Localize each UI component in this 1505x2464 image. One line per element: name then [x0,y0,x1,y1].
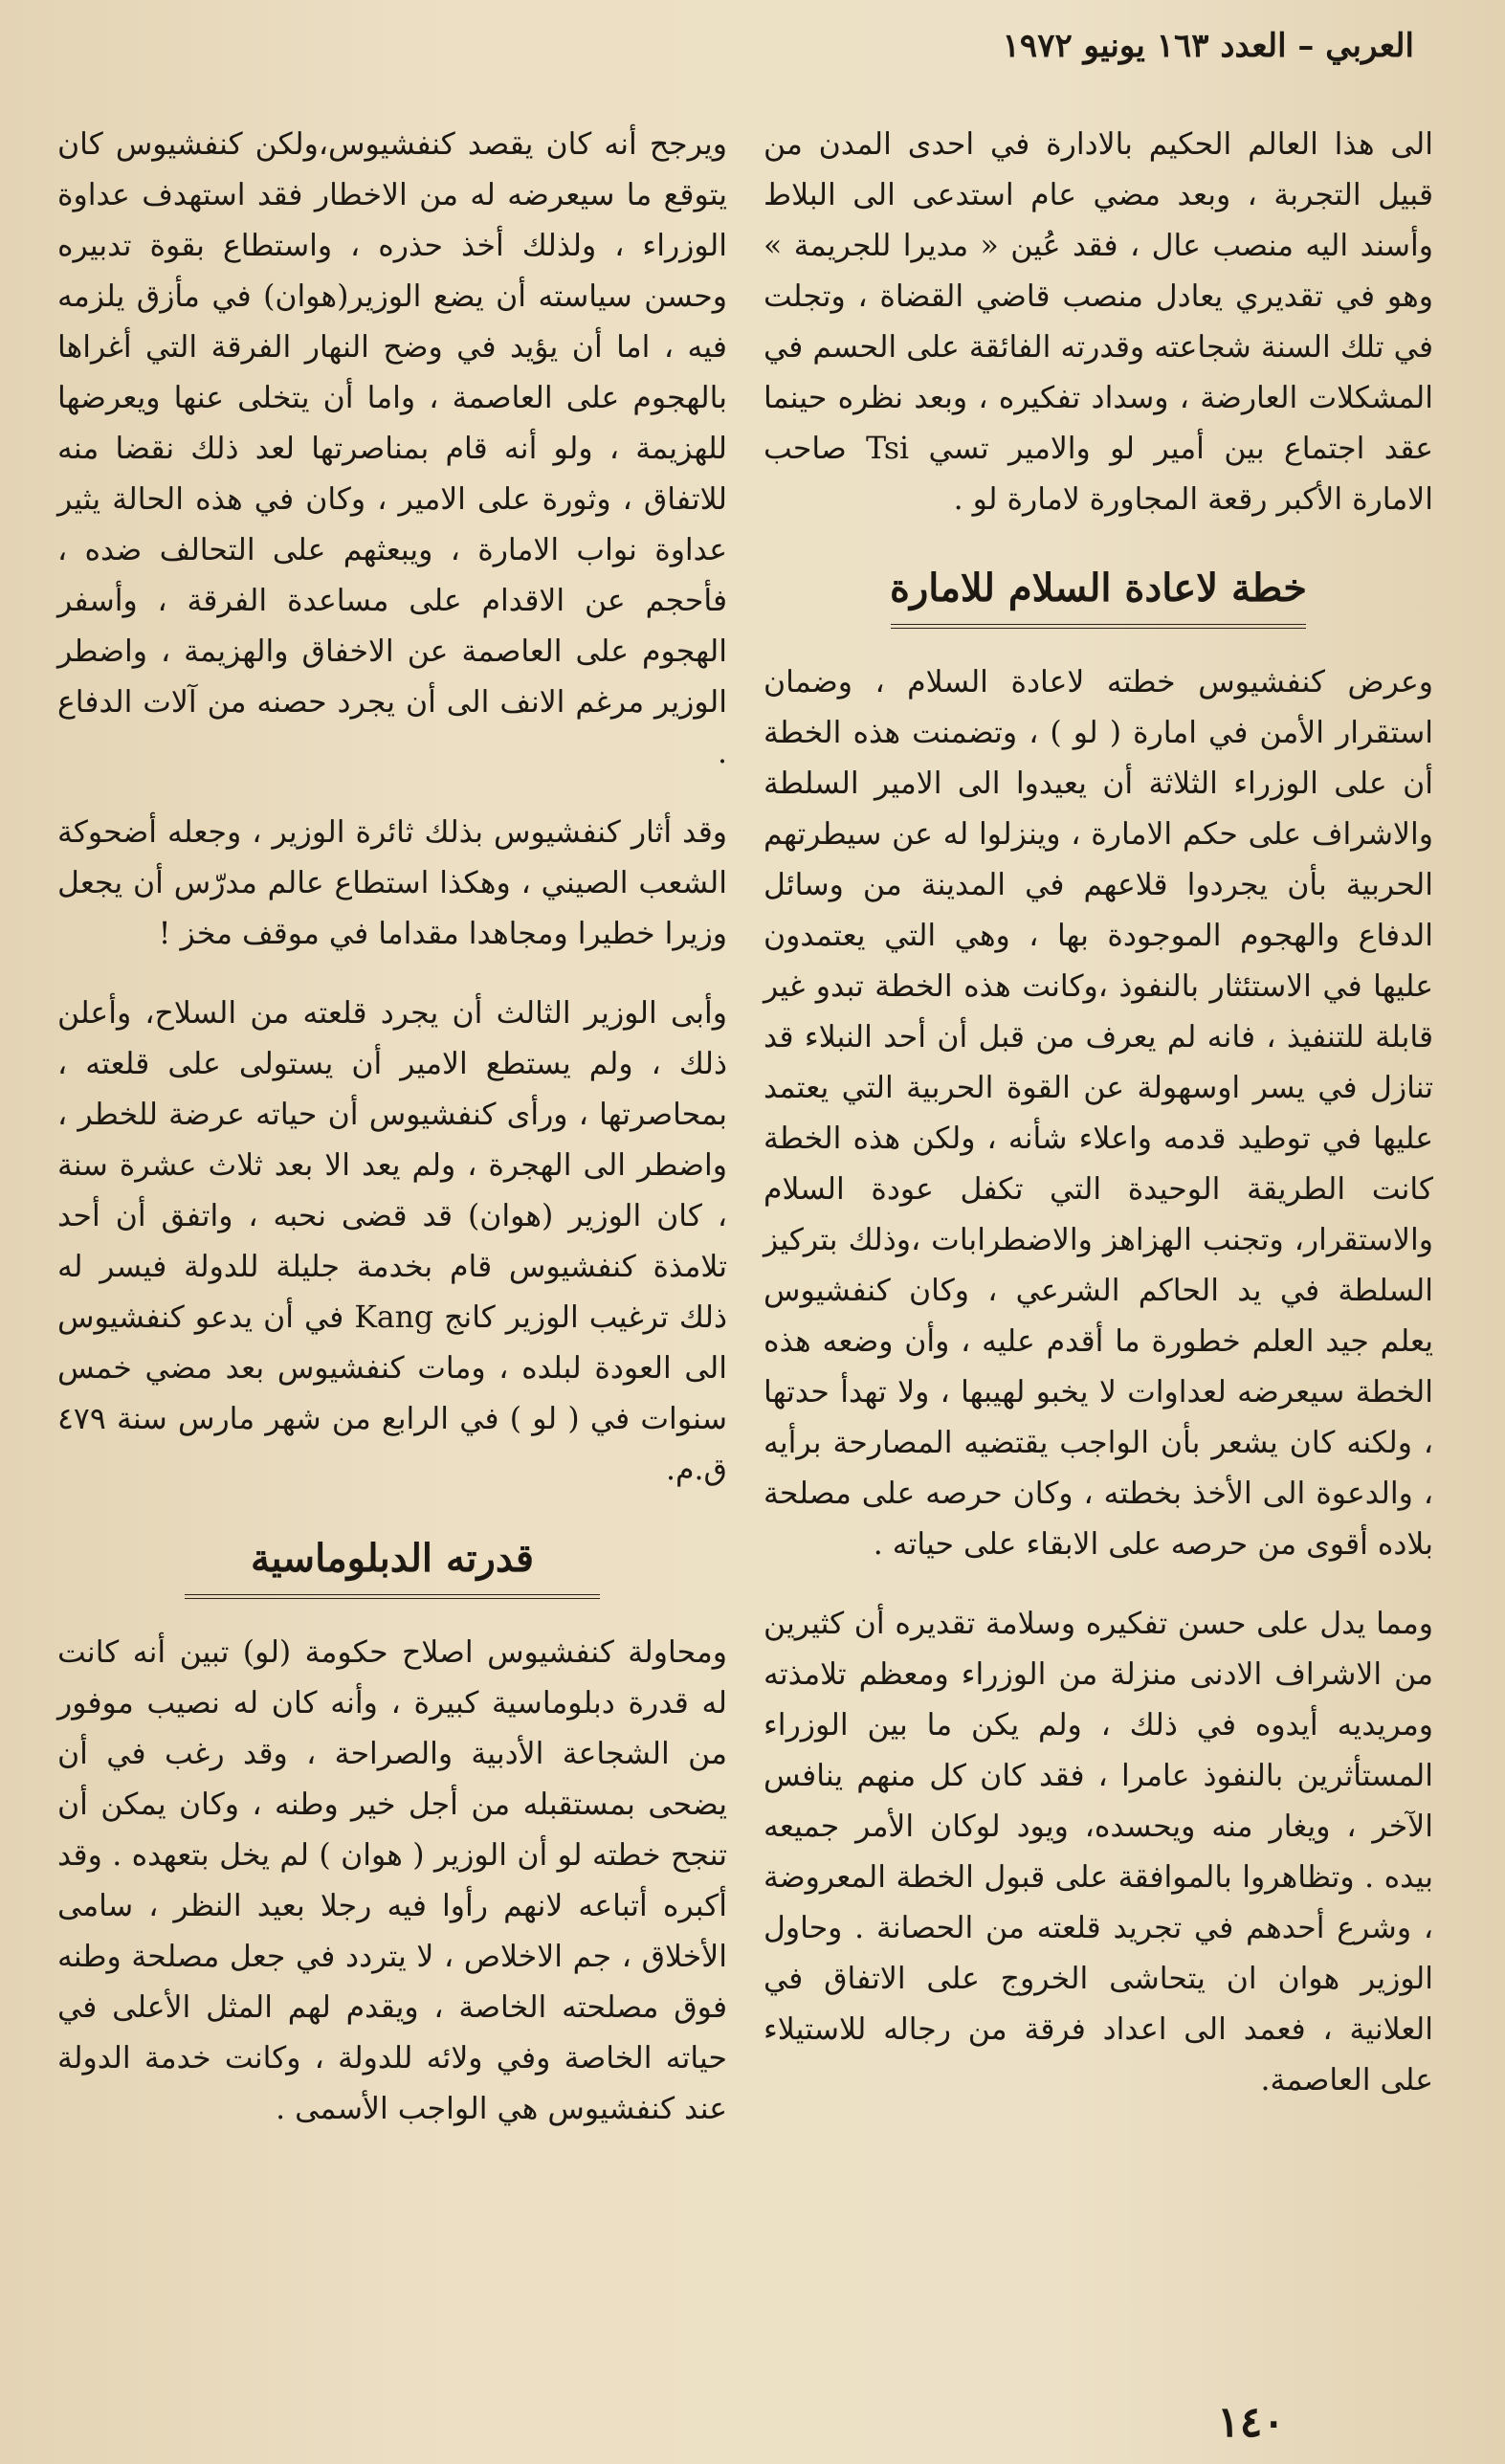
left-column [57,120,727,2144]
right-paragraph-1: الى هذا العالم الحكيم بالادارة في احدى المدن من قبيل التجربة ، وبعد مضي عام استدعى الى البلاط وأسند اليه منصب عال ، فقد عُين « مديرا للجريمة » وهو في تقديري يعادل منصب قاضي القضاة ، وتجلت في تلك السنة شجاعته وقدرته الفائقة على الحسم في المشكلات العارضة ، وسداد تفكيره ، وبعد نظره حينما عقد اجتماع بين أمير لو والامير تسي Tsi صاحب الامارة الأكبر رقعة المجاورة لامارة لو . [764,127,1433,517]
right-column [764,120,1433,2116]
left-paragraph-4: ومحاولة كنفشيوس اصلاح حكومة (لو) تبين أنه كانت له قدرة دبلوماسية كبيرة ، وأنه كان له نصيب موفور من الشجاعة الأدبية والصراحة ، وقد رغب في أن يضحى بمستقبله من أجل خير وطنه ، وكان يمكن أن تنجح خطته لو أن الوزير ( هوان ) لم يخل بتعهده . وقد أكبره أتباعه لانهم رأوا فيه رجلا بعيد النظر ، سامى الأخلاق ، جم الاخلاص ، لا يتردد في جعل مصلحة وطنه فوق مصلحته الخاصة ، ويقدم لهم المثل الأعلى في حياته الخاصة وفي ولائه للدولة ، وكانت خدمة الدولة عند كنفشيوس هي الواجب الأسمى . [57,1635,727,2126]
left-paragraph-1: ويرجح أنه كان يقصد كنفشيوس،ولكن كنفشيوس كان يتوقع ما سيعرضه له من الاخطار فقد استهدف عداوة الوزراء ، ولذلك أخذ حذره ، واستطاع بقوة تدبيره وحسن سياسته أن يضع الوزير(هوان) في مأزق يلزمه فيه ، اما أن يؤيد في وضح النهار الفرقة التي أغراها بالهجوم على العاصمة ، واما أن يتخلى عنها ويعرضها للهزيمة ، ولو أنه قام بمناصرتها لعد ذلك نقضا منه للاتفاق ، وثورة على الامير ، وكان في هذه الحالة يثير عداوة نواب الامارة ، ويبعثهم على التحالف ضده ، فأحجم عن الاقدام على مساعدة الفرقة ، وأسفر الهجوم على العاصمة عن الاخفاق والهزيمة ، واضطر الوزير مرغم الانف الى أن يجرد حصنه من آلات الدفاع . [57,127,727,770]
section-heading-peace-plan: خطة لاعادة السلام للامارة [764,562,1433,629]
running-head: العربي – العدد ١٦٣ يونيو ١٩٧٢ [1002,27,1414,65]
right-paragraph-3: ومما يدل على حسن تفكيره وسلامة تقديره أن كثيرين من الاشراف الادنى منزلة من الوزراء ومعظم تلامذته ومريديه أيدوه في ذلك ، ولم يكن ما بين الوزراء المستأثرين بالنفوذ عامرا ، فقد كان كل منهم ينافس الآخر ، ويغار منه ويحسده، ويود لوكان الأمر جميعه بيده . وتظاهروا بالموافقة على قبول الخطة المعروضة ، وشرع أحدهم في تجريد قلعته من الحصانة . وحاول الوزير هوان ان يتحاشى الخروج على الاتفاق في العلانية ، فعمد الى اعداد فرقة من رجاله للاستيلاء على العاصمة. [764,1607,1433,2098]
section-heading-diplomatic-ability: قدرته الدبلوماسية [57,1532,727,1599]
left-paragraph-2: وقد أثار كنفشيوس بذلك ثائرة الوزير ، وجعله أضحوكة الشعب الصيني ، وهكذا استطاع عالم مدرّس أن يجعل وزيرا خطيرا ومجاهدا مقداما في موقف مخز ! [57,815,727,951]
page-number: ١٤٠ [1217,2398,1285,2447]
right-paragraph-2: وعرض كنفشيوس خطته لاعادة السلام ، وضمان استقرار الأمن في امارة ( لو ) ، وتضمنت هذه الخطة أن على الوزراء الثلاثة أن يعيدوا الى الامير السلطة والاشراف على حكم الامارة ، وينزلوا له عن سيطرتهم الحربية بأن يجردوا قلاعهم في المدينة من وسائل الدفاع والهجوم الموجودة بها ، وهي التي يعتمدون عليها في الاستئثار بالنفوذ ،وكانت هذه الخطة تبدو غير قابلة للتنفيذ ، فانه لم يعرف من قبل أن أحد النبلاء قد تنازل في يسر اوسهولة عن القوة الحربية التي يعتمد عليها في توطيد قدمه واعلاء شأنه ، ولكن هذه الخطة كانت الطريقة الوحيدة التي تكفل عودة السلام والاستقرار، وتجنب الهزاهز والاضطرابات ،وذلك بتركيز السلطة في يد الحاكم الشرعي ، وكان كنفشيوس يعلم جيد العلم خطورة ما أقدم عليه ، وأن وضعه هذه الخطة سيعرضه لعداوات لا يخبو لهيبها ، ولا تهدأ حدتها ، ولكنه كان يشعر بأن الواجب يقتضيه المصارحة برأيه ، والدعوة الى الأخذ بخطته ، وكان حرصه على مصلحة بلاده أقوى من حرصه على الابقاء على حياته . [764,665,1433,1562]
left-paragraph-3: وأبى الوزير الثالث أن يجرد قلعته من السلاح، وأعلن ذلك ، ولم يستطع الامير أن يستولى على قلعته ، بمحاصرتها ، ورأى كنفشيوس أن حياته عرضة للخطر ، واضطر الى الهجرة ، ولم يعد الا بعد ثلاث عشرة سنة ، كان الوزير (هوان) قد قضى نحبه ، واتفق أن أحد تلامذة كنفشيوس قام بخدمة جليلة للدولة فيسر له ذلك ترغيب الوزير كانج Kang في أن يدعو كنفشيوس الى العودة لبلده ، ومات كنفشيوس بعد مضي خمس سنوات في ( لو ) في الرابع من شهر مارس سنة ٤٧٩ ق.م. [57,996,727,1487]
